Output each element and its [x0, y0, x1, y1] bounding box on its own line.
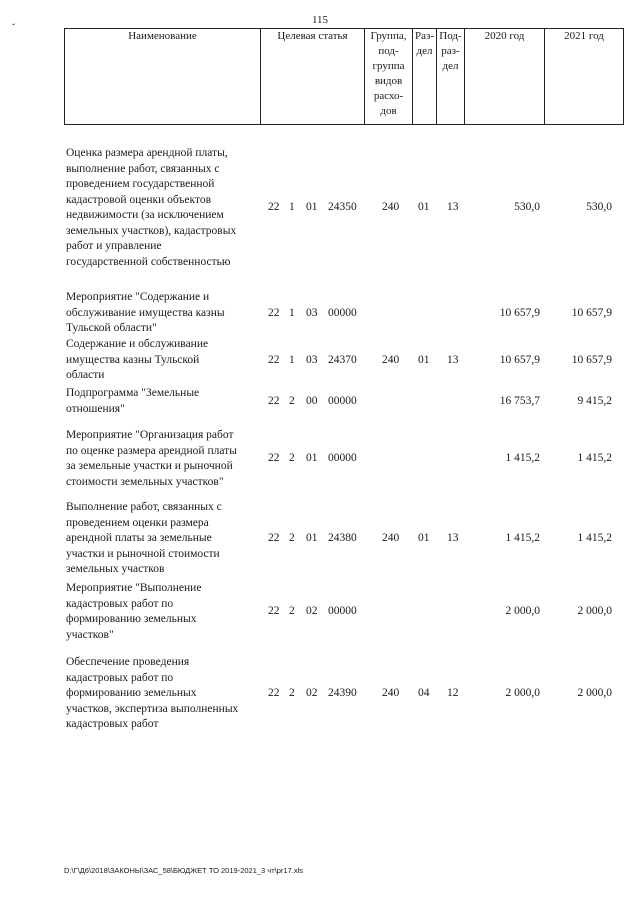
target-code-2: 2: [289, 394, 295, 407]
target-code-4: 24370: [328, 353, 357, 366]
header-group: Группа, под- группа видов расхо- дов: [370, 30, 407, 117]
subsection: 13: [447, 353, 459, 366]
row-name: Мероприятие "Содержание и обслуживание имущества казны Тульской области": [66, 291, 225, 334]
target-code-1: 22: [268, 452, 280, 465]
value-2020: 530,0: [514, 201, 540, 214]
target-code-2: 2: [289, 532, 295, 544]
target-code-4: 00000: [328, 605, 357, 618]
value-2020: 2 000,0: [505, 605, 540, 618]
value-2020: 1 415,2: [505, 452, 540, 465]
value-2020: 10 657,9: [499, 306, 540, 319]
value-2021: 9 415,2: [577, 394, 612, 407]
target-code-4: 00000: [328, 394, 357, 407]
target-code-3: 02: [306, 605, 318, 618]
value-2020: 1 415,2: [505, 532, 540, 544]
target-code-3: 03: [306, 306, 318, 319]
section: 01: [418, 532, 430, 544]
target-code-4: 24380: [328, 532, 357, 544]
expense-group: 240: [382, 532, 400, 544]
scan-mark: ˇ: [12, 22, 15, 32]
page-number: 115: [311, 14, 329, 26]
value-2021: 2 000,0: [577, 687, 612, 699]
target-code-2: 1: [289, 353, 295, 366]
target-code-1: 22: [268, 532, 280, 544]
row-name: Содержание и обслуживание имущества казны Тульской области: [66, 338, 209, 381]
row-name: Выполнение работ, связанных с проведением оценки размера арендной платы за земельные участки и рыночной стоимости земельных участков: [66, 501, 222, 575]
row-name: Обеспечение проведения кадастровых работ по формированию земельных участков, экспертиза выполненных кадастровых работ: [66, 656, 239, 730]
target-code-3: 01: [306, 201, 318, 214]
value-2020: 10 657,9: [499, 353, 540, 366]
value-2021: 1 415,2: [577, 532, 612, 544]
header-section: Раз- дел: [414, 30, 434, 57]
target-code-2: 2: [289, 605, 295, 618]
subsection: 12: [447, 687, 459, 699]
target-code-1: 22: [268, 201, 280, 214]
target-code-4: 00000: [328, 306, 357, 319]
subsection: 13: [447, 201, 459, 214]
section: 01: [418, 201, 430, 214]
value-2020: 16 753,7: [499, 394, 540, 407]
subsection: 13: [447, 532, 459, 544]
target-code-2: 2: [289, 687, 295, 699]
expense-group: 240: [382, 687, 400, 699]
row-name: Подпрограмма "Земельные отношения": [66, 387, 200, 415]
target-code-2: 1: [289, 306, 295, 319]
target-code-1: 22: [268, 394, 280, 407]
value-2021: 10 657,9: [571, 306, 612, 319]
target-code-3: 02: [306, 687, 318, 699]
value-2020: 2 000,0: [505, 687, 540, 699]
row-name: Оценка размера арендной платы, выполнение работ, связанных с проведением государственной кадастровой оценки объектов недвижимости (за исключением земельных участков), кадастровых работ и управление государственной собственностью: [66, 147, 237, 268]
header-2020: 2020 год: [484, 30, 525, 42]
target-code-3: 01: [306, 452, 318, 465]
value-2021: 530,0: [586, 201, 612, 214]
file-path-footer: D:\Г\Д6\2018\ЗАКОНЫ\ЗАС_58\БЮДЖЕТ ТО 2019-2021_3 чт\pr17.xls: [64, 866, 303, 875]
section: 04: [418, 687, 430, 699]
row-name: Мероприятие "Выполнение кадастровых работ по формированию земельных участков": [66, 582, 202, 641]
target-code-3: 03: [306, 353, 318, 366]
target-code-1: 22: [268, 687, 280, 699]
target-code-2: 2: [289, 452, 295, 465]
value-2021: 10 657,9: [571, 353, 612, 366]
target-code-1: 22: [268, 605, 280, 618]
target-code-4: 24350: [328, 201, 357, 214]
value-2021: 2 000,0: [577, 605, 612, 618]
target-code-1: 22: [268, 353, 280, 366]
expense-group: 240: [382, 353, 400, 366]
header-subsection: Под- раз- дел: [439, 30, 462, 72]
target-code-4: 00000: [328, 452, 357, 465]
target-code-3: 00: [306, 394, 318, 407]
value-2021: 1 415,2: [577, 452, 612, 465]
target-code-3: 01: [306, 532, 318, 544]
header-target: Целевая статья: [277, 30, 348, 42]
header-name: Наименование: [128, 30, 197, 42]
row-name: Мероприятие "Организация работ по оценке размера арендной платы за земельные участки и рыночной стоимости земельных участков": [66, 429, 237, 488]
expense-group: 240: [382, 201, 400, 214]
header-2021: 2021 год: [564, 30, 604, 42]
section: 01: [418, 353, 430, 366]
target-code-2: 1: [289, 201, 295, 214]
target-code-4: 24390: [328, 687, 357, 699]
target-code-1: 22: [268, 306, 280, 319]
